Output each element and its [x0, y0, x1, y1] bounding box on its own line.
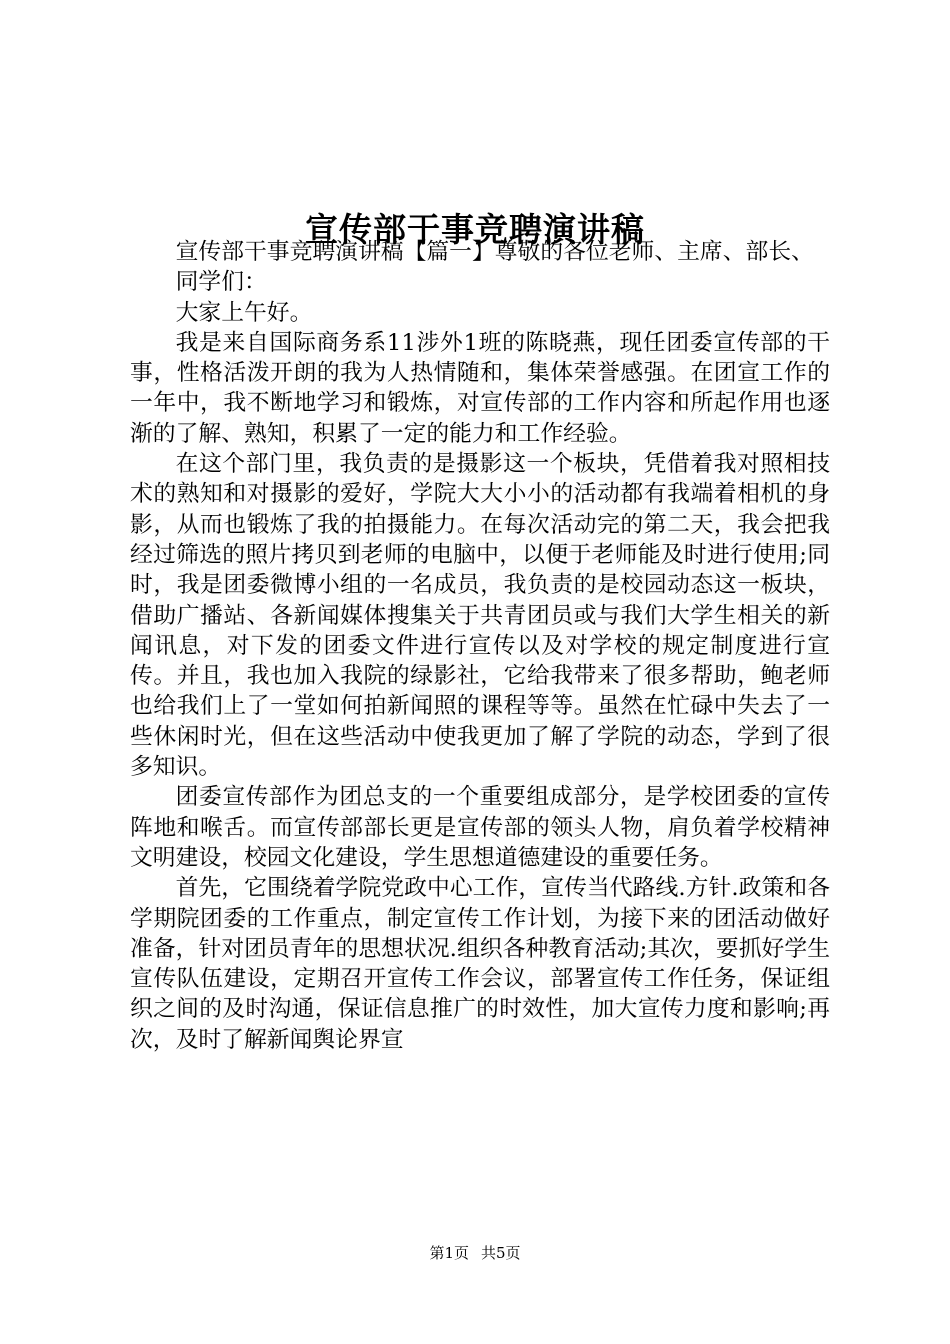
- paragraph: 同学们：: [175, 269, 267, 296]
- paragraph: 大家上午好。: [175, 299, 313, 326]
- document-title: 宣传部干事竞聘演讲稿: [305, 210, 645, 250]
- page-number-total: 共5页: [481, 1244, 521, 1262]
- document-body: [130, 237, 830, 1055]
- page-footer: [0, 1242, 950, 1264]
- paragraph: 团委宣传部作为团总支的一个重要组成部分，是学校团委的宣传阵地和喉舌。而宣传部部长更是宣传部的领头人物，肩负着学校精神文明建设，校园文化建设，学生思想道德建设的重要任务。: [130, 784, 830, 871]
- paragraph: 我是来自国际商务系11涉外1班的陈晓燕，现任团委宣传部的干事，性格活泼开朗的我为人热情随和，集体荣誉感强。在团宣工作的一年中，我不断地学习和锻炼，对宣传部的工作内容和所起作用也逐渐的了解、熟知，积累了一定的能力和工作经验。: [130, 329, 830, 447]
- page-number-current: 第1页: [429, 1244, 469, 1262]
- paragraph: 在这个部门里，我负责的是摄影这一个板块，凭借着我对照相技术的熟知和对摄影的爱好，学院大大小小的活动都有我端着相机的身影，从而也锻炼了我的拍摄能力。在每次活动完的第二天，我会把我经过筛选的照片拷贝到老师的电脑中，以便于老师能及时进行使用;同时，我是团委微博小组的一名成员，我负责的是校园动态这一板块，借助广播站、各新闻媒体搜集关于共青团员或与我们大学生相关的新闻讯息，对下发的团委文件进行宣传以及对学校的规定制度进行宣传。并且，我也加入我院的绿影社，它给我带来了很多帮助，鲍老师也给我们上了一堂如何拍新闻照的课程等等。虽然在忙碌中失去了一些休闲时光，但在这些活动中使我更加了解了学院的动态，学到了很多知识。: [130, 451, 830, 781]
- paragraph: 宣传部干事竞聘演讲稿【篇一】尊敬的各位老师、主席、部长、: [175, 239, 814, 265]
- paragraph: 首先，它围绕着学院党政中心工作，宣传当代路线.方针.政策和各学期院团委的工作重点，制定宣传工作计划，为接下来的团活动做好准备，针对团员青年的思想状况.组织各种教育活动;其次，要抓好学生宣传队伍建设，定期召开宣传工作会议，部署宣传工作任务，保证组织之间的及时沟通，保证信息推广的时效性，加大宣传力度和影响;再次，及时了解新闻舆论界宣: [130, 875, 830, 1053]
